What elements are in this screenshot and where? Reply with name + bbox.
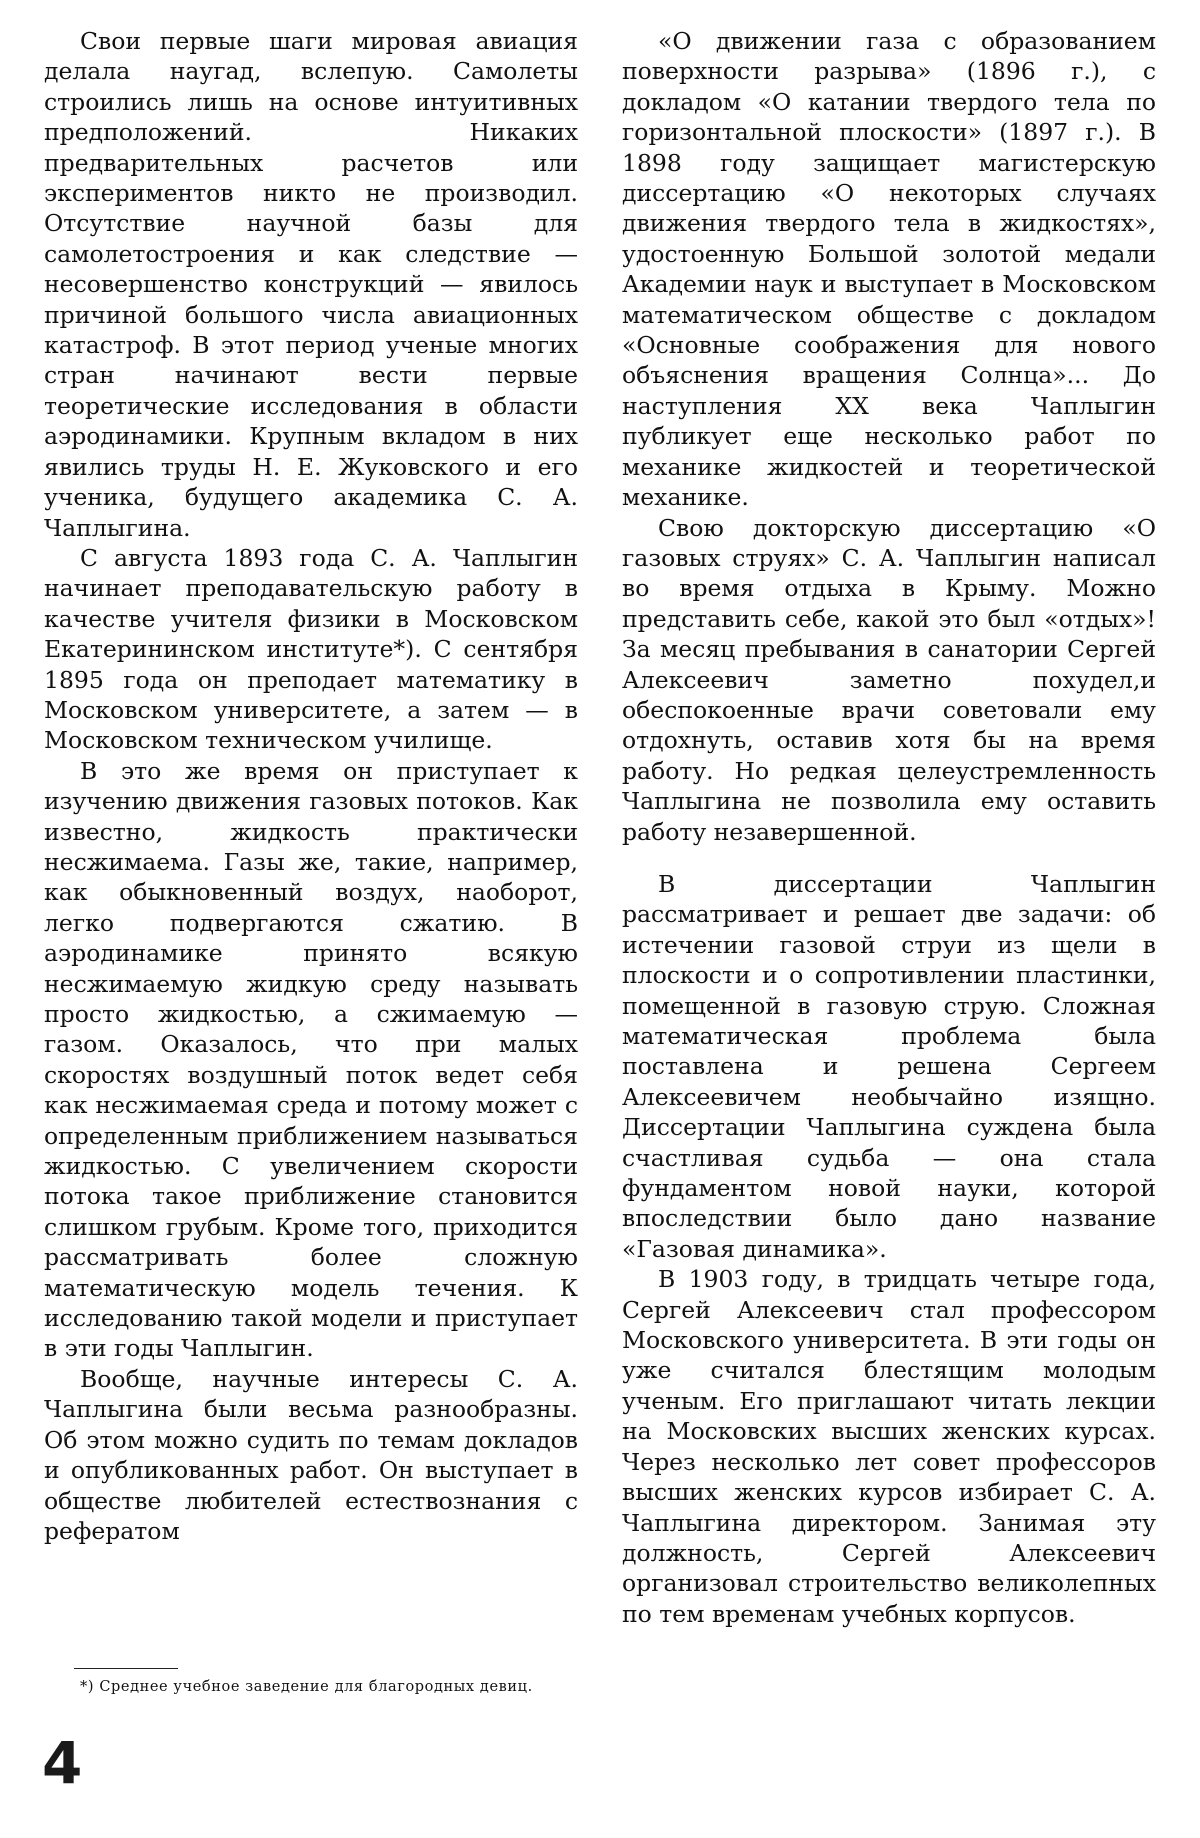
left-text-column: [44, 26, 578, 1546]
paragraph: «О движении газа с образованием поверхности разрыва» (1896 г.), с докладом «О катании твердого тела по горизонтальной плоскости» (1897 г.). В 1898 году защищает магистерскую диссертацию «О некоторых случаях движения твердого тела в жидкостях», удостоенную Большой золотой медали Академии наук и выступает в Московском математическом обществе с докладом «Основные соображения для нового объяснения вращения Солнца»... До наступления XX века Чаплыгин публикует еще несколько работ по механике жидкостей и теоретической механике.: [622, 27, 1156, 512]
page-number: 4: [42, 1729, 83, 1797]
right-text-column: [622, 26, 1156, 1629]
paragraph: Свои первые шаги мировая авиация делала наугад, вслепую. Самолеты строились лишь на основе интуитивных предположений. Никаких предварительных расчетов или экспериментов никто не производил. Отсутствие научной базы для самолетостроения и как следствие — несовершенство конструкций — явилось причиной большого числа авиационных катастроф. В этот период ученые многих стран начинают вести первые теоретические исследования в области аэродинамики. Крупным вкладом в них явились труды Н. Е. Жуковского и его ученика, будущего академика С. А. Чаплыгина.: [44, 27, 578, 542]
paragraph: С августа 1893 года С. А. Чаплыгин начинает преподавательскую работу в качестве учителя физики в Московском Екатерининском институте*). С сентября 1895 года он преподает математику в Московском университете, а затем — в Московском техническом училище.: [44, 543, 578, 755]
paragraph: В 1903 году, в тридцать четыре года, Сергей Алексеевич стал профессором Московского университета. В эти годы он уже считался блестящим молодым ученым. Его приглашают читать лекции на Московских высших женских курсах. Через несколько лет совет профессоров высших женских курсов избирает С. А. Чаплыгина директором. Занимая эту должность, Сергей Алексеевич организовал строительство великолепных по тем временам учебных корпусов.: [622, 1265, 1156, 1628]
paragraph: Свою докторскую диссертацию «О газовых струях» С. А. Чаплыгин написал во время отдыха в Крыму. Можно представить себе, какой это был «отдых»! За месяц пребывания в санатории Сергей Алексеевич заметно похудел,и обеспокоенные врачи советовали ему отдохнуть, оставив хотя бы на время работу. Но редкая целеустремленность Чаплыгина не позволила ему оставить работу незавершенной.: [622, 513, 1156, 846]
paragraph: Вообще, научные интересы С. А. Чаплыгина были весьма разнообразны. Об этом можно судить по темам докладов и опубликованных работ. Он выступает в обществе любителей естествознания с рефератом: [44, 1364, 578, 1545]
footnote-divider: [74, 1668, 178, 1669]
paragraph: В это же время он приступает к изучению движения газовых потоков. Как известно, жидкость практически несжимаема. Газы же, такие, например, как обыкновенный воздух, наоборот, легко подвергаются сжатию. В аэродинамике принято всякую несжимаемую жидкую среду называть просто жидкостью, а сжимаемую — газом. Оказалось, что при малых скоростях воздушный поток ведет себя как несжимаемая среда и потому может с определенным приближением называться жидкостью. С увеличением скорости потока такое приближение становится слишком грубым. Кроме того, приходится рассматривать более сложную математическую модель течения. К исследованию такой модели и приступает в эти годы Чаплыгин.: [44, 756, 578, 1363]
footnote: *) Среднее учебное заведение для благородных девиц.: [80, 1679, 533, 1695]
paragraph: В диссертации Чаплыгин рассматривает и решает две задачи: об истечении газовой струи из щели в плоскости и о сопротивлении пластинки, помещенной в газовую струю. Сложная математическая проблема была поставлена и решена Сергеем Алексеевичем необычайно изящно. Диссертации Чаплыгина суждена была счастливая судьба — она стала фундаментом новой науки, которой впоследствии было дано название «Газовая динамика».: [622, 869, 1156, 1263]
